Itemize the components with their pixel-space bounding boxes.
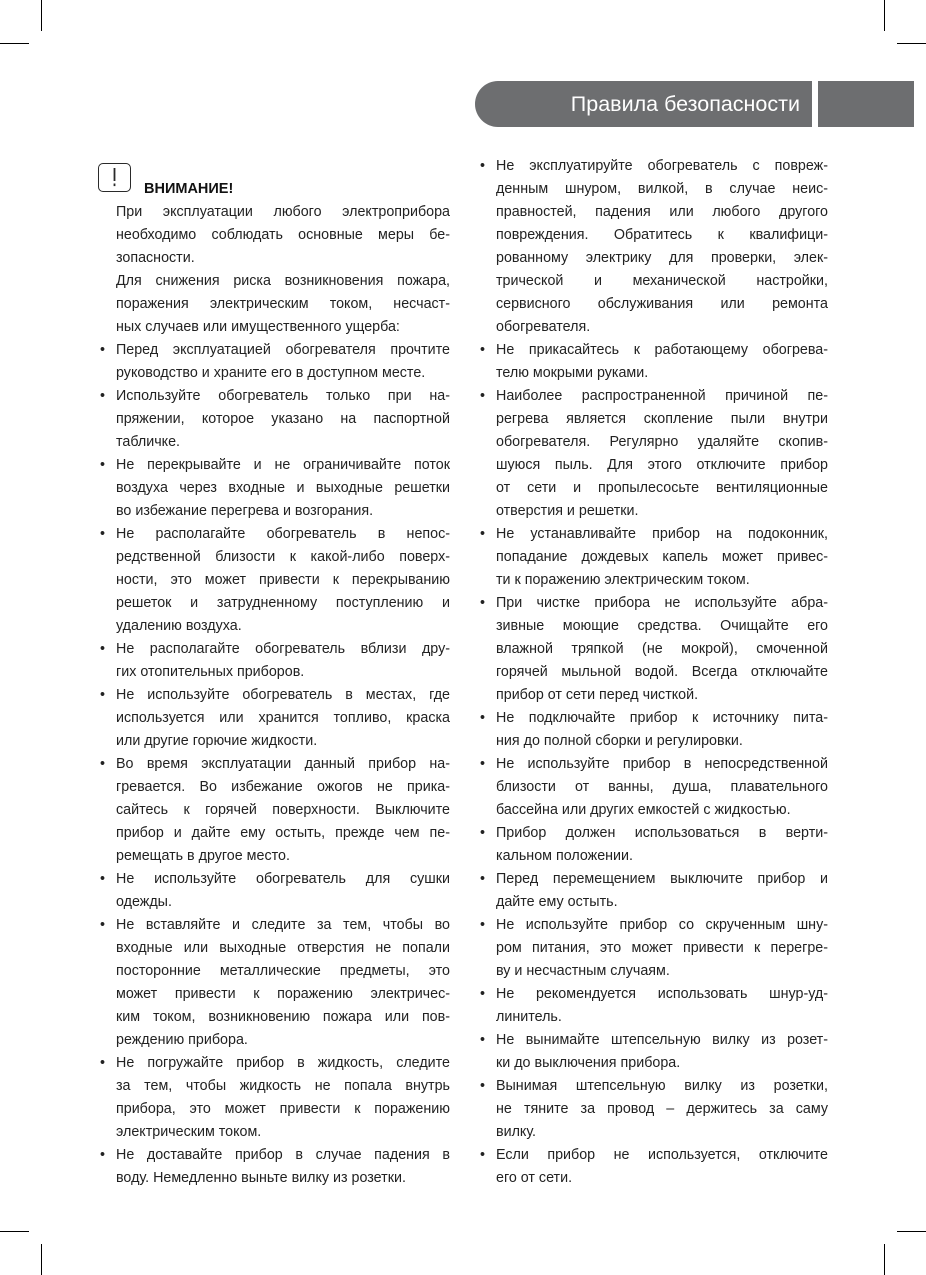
text-line: При чистке прибора не используйте абра-: [496, 595, 828, 611]
text-line: Наиболее распространенной причиной пе-: [496, 388, 828, 404]
text-line: пряжении, которое указано на паспортной: [116, 411, 450, 427]
text-line: руководство и храните его в доступном месте.: [116, 365, 426, 381]
bullet-item: [478, 1029, 828, 1075]
bullet-item: [98, 753, 450, 868]
bullet-item: [98, 385, 450, 454]
crop-mark: [897, 1231, 926, 1232]
text-line: Не вставляйте и следите за тем, чтобы во: [116, 917, 450, 933]
text-line: зивные моющие средства. Очищайте его: [496, 618, 828, 634]
text-line: Не используйте обогреватель в местах, где: [116, 687, 450, 703]
bullet-item: [98, 684, 450, 753]
text-line: Не вынимайте штепсельную вилку из розет-: [496, 1032, 828, 1048]
bullet-text: [116, 385, 450, 454]
bullet-text: [496, 822, 828, 868]
text-line: одежды.: [116, 894, 172, 910]
bullet-item: [98, 523, 450, 638]
bullet-item: [478, 868, 828, 914]
bullet-icon: •: [100, 388, 106, 404]
text-line: ремещать в другое место.: [116, 848, 290, 864]
bullet-item: [98, 868, 450, 914]
bullet-icon: •: [100, 687, 106, 703]
text-line: используется или хранится топливо, краска: [116, 710, 450, 726]
text-line: обогревателя.: [496, 319, 591, 335]
bullet-icon: •: [100, 1055, 106, 1071]
bullet-icon: •: [100, 1147, 106, 1163]
text-line: за тем, чтобы жидкость не попала внутрь: [116, 1078, 450, 1094]
crop-mark: [0, 43, 29, 44]
bullet-item: [478, 914, 828, 983]
text-line: гих отопительных приборов.: [116, 664, 305, 680]
text-line: Перед перемещением выключите прибор и: [496, 871, 828, 887]
text-line: от сети и пропылесосьте вентиляционные: [496, 480, 828, 496]
bullet-text: [116, 523, 450, 638]
bullet-text: [116, 638, 450, 684]
bullet-item: [478, 753, 828, 822]
text-line: При эксплуатации любого электроприбора: [116, 204, 450, 220]
warning-paragraph: [98, 270, 450, 339]
bullet-item: [98, 1052, 450, 1144]
bullet-item: [478, 523, 828, 592]
text-line: близости от ванны, душа, плавательного: [496, 779, 828, 795]
section-header-tab: [475, 81, 812, 127]
text-line: кальном положении.: [496, 848, 633, 864]
text-line: дайте ему остыть.: [496, 894, 618, 910]
text-line: может привести к поражению электричес-: [116, 986, 450, 1002]
text-line: регрева является скопление пыли внутри: [496, 411, 828, 427]
bullet-text: [496, 385, 828, 523]
text-line: ности, это может привести к перекрыванию: [116, 572, 450, 588]
bullet-item: [478, 707, 828, 753]
text-line: Вынимая штепсельную вилку из розетки,: [496, 1078, 828, 1094]
text-line: прибор и дайте ему остыть, прежде чем пе-: [116, 825, 450, 841]
exclamation-icon: [98, 163, 131, 192]
bullet-item: [478, 822, 828, 868]
text-line: сайтесь к горячей поверхности. Выключите: [116, 802, 450, 818]
text-line: не тяните за провод – держитесь за саму: [496, 1101, 828, 1117]
warning-title: ВНИМАНИЕ!: [144, 181, 234, 197]
bullet-item: [98, 339, 450, 385]
bullet-text: [496, 1075, 828, 1144]
text-line: Используйте обогреватель только при на-: [116, 388, 450, 404]
bullet-text: [496, 983, 828, 1029]
text-line: ния до полной сборки и регулировки.: [496, 733, 743, 749]
text-line: Не прикасайтесь к работающему обогрева-: [496, 342, 828, 358]
text-line: телю мокрыми руками.: [496, 365, 649, 381]
bullet-text: [116, 339, 450, 385]
left-column: [98, 201, 450, 1190]
header-side-block: [818, 81, 914, 127]
bullet-text: [496, 1029, 828, 1075]
text-line: табличке.: [116, 434, 181, 450]
bullet-item: [478, 385, 828, 523]
bullet-icon: •: [480, 825, 486, 841]
text-line: прибора, это может привести к поражению: [116, 1101, 450, 1117]
bullet-icon: •: [100, 917, 106, 933]
crop-mark: [41, 1244, 42, 1275]
bullet-text: [116, 1144, 450, 1190]
bullet-text: [496, 1144, 828, 1190]
text-line: удалению воздуха.: [116, 618, 242, 634]
bullet-icon: •: [480, 595, 486, 611]
text-line: прибор от сети перед чисткой.: [496, 687, 699, 703]
bullet-icon: •: [480, 917, 486, 933]
text-line: обогревателя. Регулярно удаляйте скопив-: [496, 434, 828, 450]
bullet-item: [478, 1144, 828, 1190]
crop-mark: [897, 43, 926, 44]
bullet-icon: •: [100, 526, 106, 542]
bullet-icon: •: [480, 1078, 486, 1094]
text-line: Не располагайте обогреватель вблизи дру-: [116, 641, 450, 657]
text-line: входные или выходные отверстия не попали: [116, 940, 450, 956]
bullet-item: [478, 155, 828, 339]
bullet-icon: •: [100, 871, 106, 887]
bullet-item: [478, 592, 828, 707]
text-line: его от сети.: [496, 1170, 573, 1186]
text-line: влажной тряпкой (не мокрой), смоченной: [496, 641, 828, 657]
bullet-icon: •: [480, 526, 486, 542]
bullet-text: [496, 339, 828, 385]
text-line: ки до выключения прибора.: [496, 1055, 681, 1071]
text-line: решеток и затрудненному поступлению и: [116, 595, 450, 611]
bullet-item: [478, 983, 828, 1029]
text-line: Не доставайте прибор в случае падения в: [116, 1147, 450, 1163]
text-line: ных случаев или имущественного ущерба:: [116, 319, 400, 335]
bullet-icon: •: [480, 388, 486, 404]
crop-mark: [41, 0, 42, 31]
text-line: зопасности.: [116, 250, 195, 266]
bullet-item: [98, 914, 450, 1052]
text-line: Перед эксплуатацией обогревателя прочтите: [116, 342, 450, 358]
text-line: Во время эксплуатации данный прибор на-: [116, 756, 450, 772]
text-line: воздуха через входные и выходные решетки: [116, 480, 450, 496]
text-line: реждению прибора.: [116, 1032, 248, 1048]
text-line: Прибор должен использоваться в верти-: [496, 825, 828, 841]
text-line: гревается. Во избежание ожогов не прика-: [116, 779, 450, 795]
text-line: вилку.: [496, 1124, 537, 1140]
text-line: повреждения. Обратитесь к квалифици-: [496, 227, 828, 243]
text-line: или другие горючие жидкости.: [116, 733, 318, 749]
text-line: шуюся пыль. Для этого отключите прибор: [496, 457, 828, 473]
bullet-icon: •: [480, 986, 486, 1002]
bullet-icon: •: [480, 158, 486, 174]
crop-mark: [0, 1231, 29, 1232]
text-line: рованному электрику для проверки, элек-: [496, 250, 828, 266]
text-line: Не перекрывайте и не ограничивайте поток: [116, 457, 450, 473]
bullet-text: [116, 914, 450, 1052]
text-line: ким током, возникновению пожара или пов-: [116, 1009, 450, 1025]
text-line: воду. Немедленно выньте вилку из розетки.: [116, 1170, 406, 1186]
text-line: электрическим током.: [116, 1124, 262, 1140]
bullet-icon: •: [480, 871, 486, 887]
crop-mark: [884, 1244, 885, 1275]
bullet-text: [496, 914, 828, 983]
bullet-text: [116, 1052, 450, 1144]
text-line: Для снижения риска возникновения пожара,: [116, 273, 450, 289]
text-line: ву и несчастным случаям.: [496, 963, 670, 979]
bullet-icon: •: [100, 641, 106, 657]
bullet-text: [496, 707, 828, 753]
text-line: редственной близости к какой-либо поверх-: [116, 549, 450, 565]
bullet-icon: •: [100, 342, 106, 358]
bullet-text: [496, 592, 828, 707]
text-line: поражения электрическим током, несчаст-: [116, 296, 450, 312]
bullet-icon: •: [100, 756, 106, 772]
bullet-item: [98, 1144, 450, 1190]
section-title: Правила безопасности: [570, 92, 800, 116]
text-line: ром питания, это может привести к перегре-: [496, 940, 828, 956]
text-line: Не используйте прибор в непосредственной: [496, 756, 828, 772]
text-line: горячей мыльной водой. Всегда отключайте: [496, 664, 828, 680]
text-line: Не используйте обогреватель для сушки: [116, 871, 450, 887]
bullet-icon: •: [480, 756, 486, 772]
text-line: Не устанавливайте прибор на подоконник,: [496, 526, 828, 542]
bullet-icon: •: [100, 457, 106, 473]
text-line: Не погружайте прибор в жидкость, следите: [116, 1055, 450, 1071]
bullet-text: [496, 155, 828, 339]
warning-paragraph: [98, 201, 450, 270]
bullet-text: [116, 753, 450, 868]
bullet-icon: •: [480, 710, 486, 726]
bullet-icon: •: [480, 342, 486, 358]
text-line: во избежание перегрева и возгорания.: [116, 503, 374, 519]
text-line: Не подключайте прибор к источнику пита-: [496, 710, 828, 726]
bullet-item: [478, 1075, 828, 1144]
text-line: попадание дождевых капель может привес-: [496, 549, 828, 565]
bullet-icon: •: [480, 1147, 486, 1163]
text-line: Не располагайте обогреватель в непос-: [116, 526, 450, 542]
text-line: Не используйте прибор со скрученным шну-: [496, 917, 828, 933]
text-line: отверстия и решетки.: [496, 503, 639, 519]
bullet-text: [116, 684, 450, 753]
bullet-text: [116, 868, 450, 914]
text-line: правностей, падения или любого другого: [496, 204, 828, 220]
text-line: трической и механической настройки,: [496, 273, 828, 289]
text-line: сервисного обслуживания или ремонта: [496, 296, 828, 312]
bullet-item: [98, 454, 450, 523]
text-line: бассейна или других емкостей с жидкостью.: [496, 802, 791, 818]
text-line: линитель.: [496, 1009, 562, 1025]
text-line: Не эксплуатируйте обогреватель с повреж-: [496, 158, 828, 174]
text-line: Если прибор не используется, отключите: [496, 1147, 828, 1163]
bullet-text: [496, 523, 828, 592]
bullet-text: [116, 454, 450, 523]
bullet-item: [98, 638, 450, 684]
text-line: необходимо соблюдать основные меры бе-: [116, 227, 450, 243]
text-line: посторонние металлические предметы, это: [116, 963, 450, 979]
crop-mark: [884, 0, 885, 31]
right-column: [478, 155, 828, 1190]
bullet-text: [496, 753, 828, 822]
text-line: ти к поражению электрическим током.: [496, 572, 750, 588]
text-line: Не рекомендуется использовать шнур-уд-: [496, 986, 828, 1002]
bullet-text: [496, 868, 828, 914]
bullet-item: [478, 339, 828, 385]
bullet-icon: •: [480, 1032, 486, 1048]
text-line: денным шнуром, вилкой, в случае неис-: [496, 181, 828, 197]
